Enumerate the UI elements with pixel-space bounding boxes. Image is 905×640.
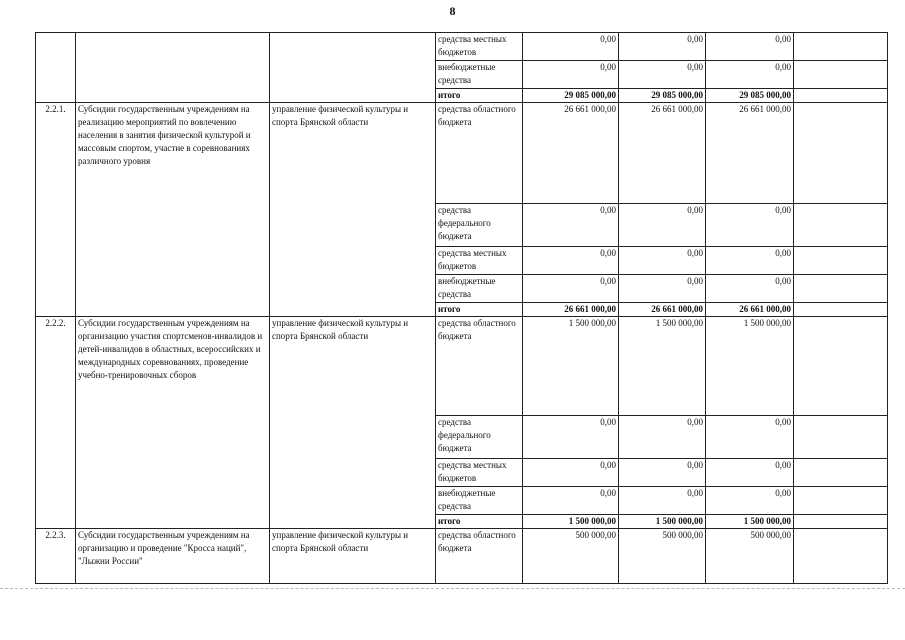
scan-edge-line <box>0 588 905 589</box>
amount-cell: 0,00 <box>619 459 706 487</box>
amount-cell: 0,00 <box>619 61 706 89</box>
name-cell <box>76 33 270 103</box>
amount-cell: 500 000,00 <box>706 529 794 584</box>
source-label: средства федерального бюджета <box>436 416 523 459</box>
amount-cell: 1 500 000,00 <box>706 515 794 529</box>
executor-cell <box>270 33 436 103</box>
source-label: средства местных бюджетов <box>436 247 523 275</box>
item-name: Субсидии государственным учреждениям на реализацию мероприятий по вовлечению населения в занятия физической культурой и массовым спортом, участие в соревнованиях различного уровня <box>76 103 270 317</box>
note-cell <box>794 317 888 416</box>
amount-cell: 29 085 000,00 <box>706 89 794 103</box>
amount-cell: 1 500 000,00 <box>523 317 619 416</box>
source-label: средства областного бюджета <box>436 103 523 204</box>
amount-cell: 0,00 <box>523 204 619 247</box>
amount-cell: 0,00 <box>523 487 619 515</box>
source-label: внебюджетные средства <box>436 275 523 303</box>
amount-cell: 0,00 <box>523 416 619 459</box>
amount-cell: 1 500 000,00 <box>619 317 706 416</box>
source-label: внебюджетные средства <box>436 487 523 515</box>
amount-cell: 0,00 <box>523 33 619 61</box>
amount-cell: 500 000,00 <box>523 529 619 584</box>
source-label: средства федерального бюджета <box>436 204 523 247</box>
note-cell <box>794 89 888 103</box>
source-label: итого <box>436 515 523 529</box>
note-cell <box>794 303 888 317</box>
amount-cell: 0,00 <box>706 487 794 515</box>
amount-cell: 0,00 <box>706 416 794 459</box>
amount-cell: 0,00 <box>706 459 794 487</box>
note-cell <box>794 204 888 247</box>
amount-cell: 26 661 000,00 <box>523 303 619 317</box>
amount-cell: 0,00 <box>523 275 619 303</box>
note-cell <box>794 247 888 275</box>
item-name: Субсидии государственным учреждениям на организацию и проведение "Кросса наций", "Лыжни России" <box>76 529 270 584</box>
source-label: средства местных бюджетов <box>436 459 523 487</box>
note-cell <box>794 33 888 61</box>
amount-cell: 0,00 <box>523 247 619 275</box>
source-label: итого <box>436 89 523 103</box>
table-row <box>36 103 888 204</box>
table-row <box>36 317 888 416</box>
amount-cell: 0,00 <box>619 204 706 247</box>
amount-cell: 0,00 <box>706 33 794 61</box>
source-label: внебюджетные средства <box>436 61 523 89</box>
amount-cell: 26 661 000,00 <box>619 103 706 204</box>
note-cell <box>794 103 888 204</box>
amount-cell: 26 661 000,00 <box>706 303 794 317</box>
item-code: 2.2.2. <box>36 317 76 529</box>
amount-cell: 0,00 <box>706 61 794 89</box>
code-cell <box>36 33 76 103</box>
amount-cell: 0,00 <box>706 204 794 247</box>
note-cell <box>794 416 888 459</box>
budget-table <box>35 32 888 584</box>
amount-cell: 0,00 <box>523 61 619 89</box>
source-label: итого <box>436 303 523 317</box>
item-name: Субсидии государственным учреждениям на организацию участия спортсменов-инвалидов и детей-инвалидов в областных, всероссийских и международных соревнованиях, проведение учебно-тренировочных сборов <box>76 317 270 529</box>
item-code: 2.2.3. <box>36 529 76 584</box>
note-cell <box>794 459 888 487</box>
item-code: 2.2.1. <box>36 103 76 317</box>
amount-cell: 26 661 000,00 <box>706 103 794 204</box>
table-row <box>36 529 888 584</box>
note-cell <box>794 487 888 515</box>
amount-cell: 1 500 000,00 <box>523 515 619 529</box>
amount-cell: 0,00 <box>619 247 706 275</box>
source-label: средства областного бюджета <box>436 317 523 416</box>
amount-cell: 26 661 000,00 <box>523 103 619 204</box>
amount-cell: 1 500 000,00 <box>706 317 794 416</box>
source-label: средства местных бюджетов <box>436 33 523 61</box>
source-label: средства областного бюджета <box>436 529 523 584</box>
amount-cell: 0,00 <box>619 487 706 515</box>
amount-cell: 0,00 <box>706 247 794 275</box>
page-number: 8 <box>449 4 456 18</box>
amount-cell: 0,00 <box>619 33 706 61</box>
note-cell <box>794 61 888 89</box>
note-cell <box>794 275 888 303</box>
table-row <box>36 33 888 61</box>
note-cell <box>794 515 888 529</box>
amount-cell: 0,00 <box>706 275 794 303</box>
amount-cell: 1 500 000,00 <box>619 515 706 529</box>
amount-cell: 0,00 <box>619 416 706 459</box>
note-cell <box>794 529 888 584</box>
amount-cell: 26 661 000,00 <box>619 303 706 317</box>
amount-cell: 0,00 <box>523 459 619 487</box>
amount-cell: 500 000,00 <box>619 529 706 584</box>
item-executor: управление физической культуры и спорта Брянской области <box>270 103 436 317</box>
amount-cell: 0,00 <box>619 275 706 303</box>
amount-cell: 29 085 000,00 <box>523 89 619 103</box>
amount-cell: 29 085 000,00 <box>619 89 706 103</box>
item-executor: управление физической культуры и спорта Брянской области <box>270 529 436 584</box>
item-executor: управление физической культуры и спорта Брянской области <box>270 317 436 529</box>
